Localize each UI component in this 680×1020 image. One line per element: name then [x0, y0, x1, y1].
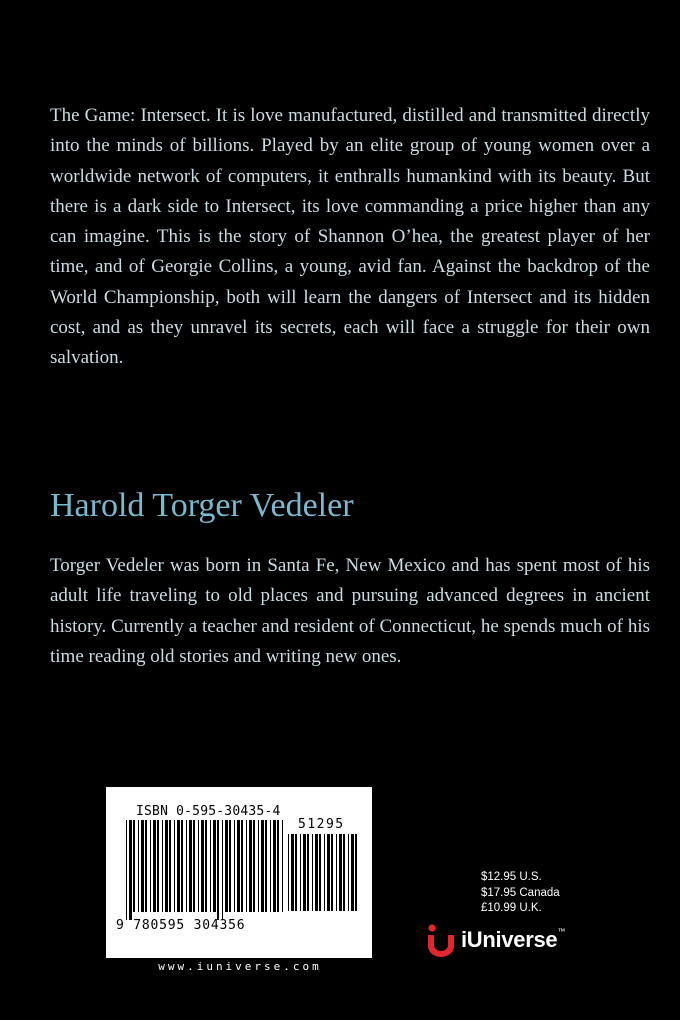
isbn-number: ISBN 0-595-30435-4 [136, 804, 281, 819]
author-bio: Torger Vedeler was born in Santa Fe, New Mexico and has spent most of his adult life traveling to old places and pursuing advanced degrees in ancient history. Currently a teacher and resident of Connecticut, he spends much of his time reading old stories and writing new ones. [50, 555, 650, 667]
ean-barcode-bars [126, 820, 286, 920]
price-list [481, 870, 560, 917]
publisher-website: www.iuniverse.com [158, 960, 322, 973]
isbn-barcode [106, 787, 372, 958]
ean-number: 9 780595 304356 [116, 918, 246, 933]
publisher-logo [424, 922, 565, 958]
author-name: Harold Torger Vedeler [50, 487, 354, 524]
price-canada: $17.95 Canada [481, 886, 560, 899]
price-code: 51295 [298, 817, 345, 832]
addon-barcode-bars [288, 834, 358, 919]
iuniverse-logo-icon [424, 922, 458, 958]
price-us: $12.95 U.S. [481, 871, 542, 883]
book-synopsis: The Game: Intersect. It is love manufactured, distilled and transmitted directly into the minds of billions. Played by an elite group of young women over a worldwide network of computers, it enthralls humankind with its beauty. But there is a dark side to Intersect, its love commanding a price higher than any can imagine. This is the story of Shannon O’hea, the greatest player of her time, and of Georgie Collins, a young, avid fan. Against the backdrop of the World Championship, both will learn the dangers of Intersect and its hidden cost, and as they unravel its secrets, each will face a struggle for their own salvation. [50, 105, 650, 369]
price-uk: £10.99 U.K. [481, 902, 542, 914]
publisher-name: iUniverse™ [461, 927, 566, 952]
